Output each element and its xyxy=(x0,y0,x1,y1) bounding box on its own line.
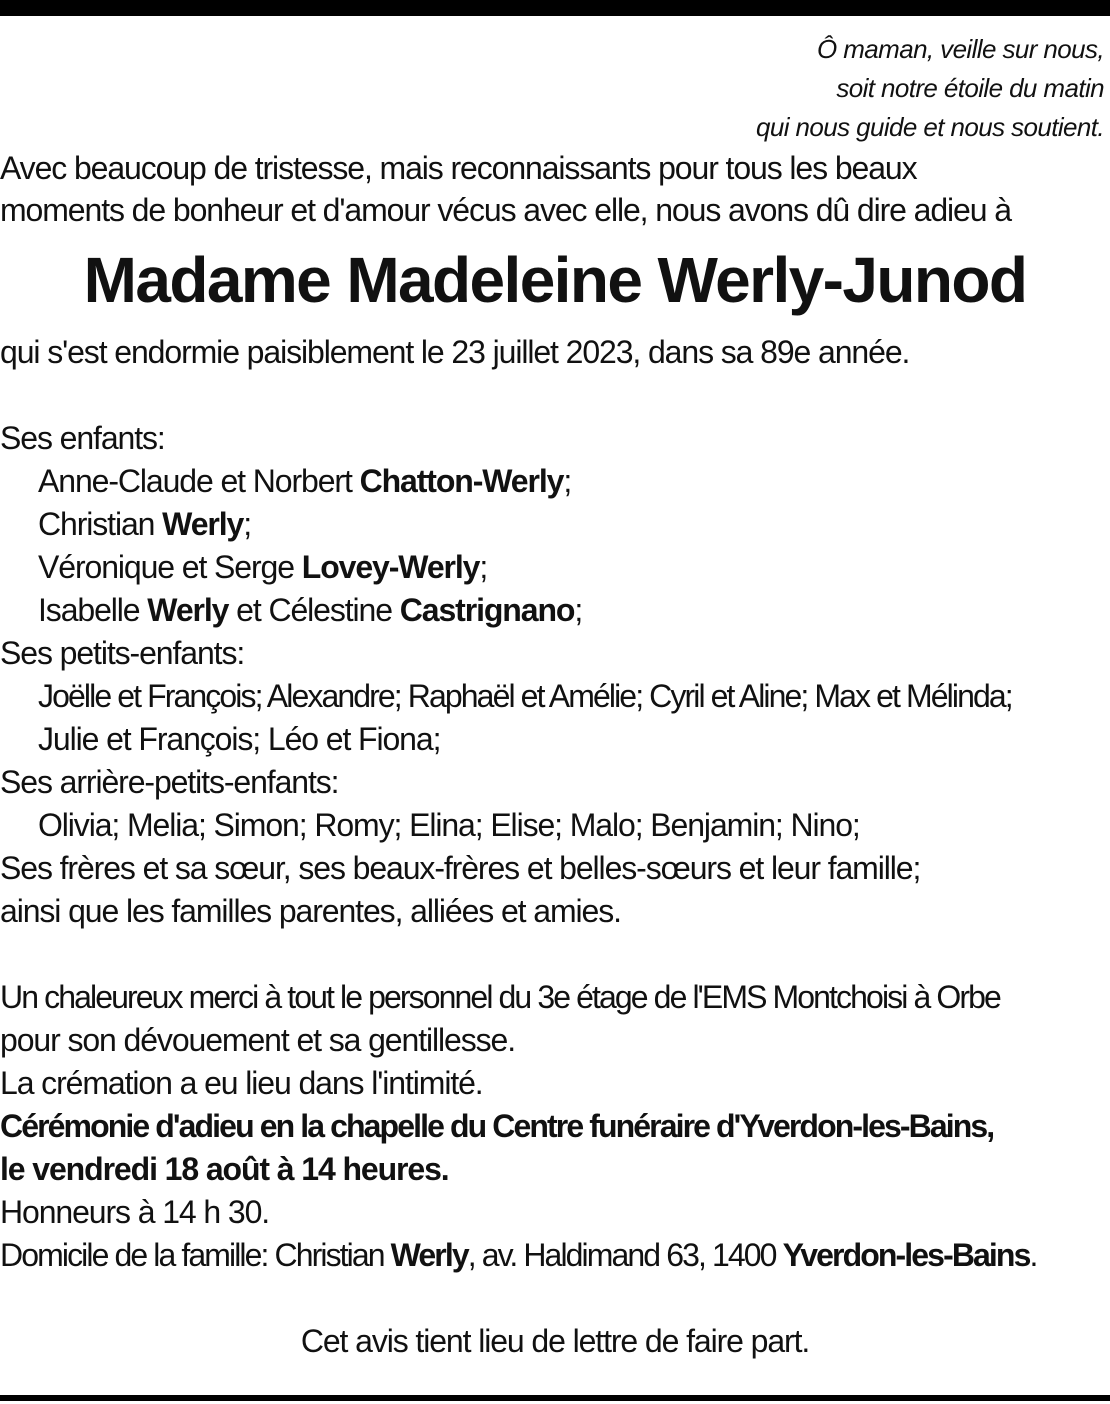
epigraph-line: Ô maman, veille sur nous, xyxy=(816,34,1104,64)
child-surname: Werly xyxy=(147,592,229,628)
ceremony-line: le vendredi 18 août à 14 heures. xyxy=(0,1151,449,1187)
thanks-line: pour son dévouement et sa gentillesse. xyxy=(0,1022,515,1058)
epigraph-line: qui nous guide et nous soutient. xyxy=(756,112,1104,142)
children-section xyxy=(0,417,1110,632)
family-line: Ses frères et sa sœur, ses beaux-frères et belles-sœurs et leur famille; xyxy=(0,850,921,886)
child-entry xyxy=(0,546,1110,589)
domicile-prefix: Domicile de la famille: Christian xyxy=(0,1237,391,1273)
ceremony-details xyxy=(0,1105,1110,1191)
closing-note: Cet avis tient lieu de lettre de faire part. xyxy=(300,1323,810,1359)
great-grandchildren-section xyxy=(0,761,1110,847)
punctuation: . xyxy=(1029,1237,1037,1273)
intro-line: Avec beaucoup de tristesse, mais reconnaissants pour tous les beaux xyxy=(0,150,917,186)
obituary-notice xyxy=(0,30,1110,1363)
family-section xyxy=(0,847,1110,933)
spacer xyxy=(0,1277,1110,1320)
children-heading: Ses enfants: xyxy=(0,420,165,456)
honours-time: Honneurs à 14 h 30. xyxy=(0,1194,270,1230)
epigraph-poem xyxy=(0,30,1110,147)
partner-surname: Castrignano xyxy=(399,592,575,628)
domicile-surname: Werly xyxy=(390,1237,468,1273)
grandchildren-line: Joëlle et François; Alexandre; Raphaël et Amélie; Cyril et Aline; Max et Mélinda; xyxy=(38,678,1012,714)
domicile-city: Yverdon-les-Bains xyxy=(782,1237,1030,1273)
child-given-names: Véronique et Serge xyxy=(38,549,302,585)
cremation-note: La crémation a eu lieu dans l'intimité. xyxy=(0,1065,483,1101)
intro-line: moments de bonheur et d'amour vécus avec elle, nous avons dû dire adieu à xyxy=(0,192,1011,228)
child-surname: Chatton-Werly xyxy=(359,463,564,499)
top-border-rule xyxy=(0,0,1110,16)
child-entry xyxy=(0,589,1110,632)
grandchildren-section xyxy=(0,632,1110,761)
epigraph-line: soit notre étoile du matin xyxy=(836,73,1104,103)
family-domicile xyxy=(0,1234,1110,1277)
partner-given-name: et Célestine xyxy=(228,592,400,628)
bottom-border-rule xyxy=(0,1395,1110,1401)
child-given-names: Isabelle xyxy=(38,592,148,628)
child-entry xyxy=(0,503,1110,546)
intro-paragraph xyxy=(0,147,1110,231)
punctuation: ; xyxy=(479,549,488,585)
grandchildren-line: Julie et François; Léo et Fiona; xyxy=(38,721,441,757)
thanks-section xyxy=(0,976,1110,1062)
punctuation: ; xyxy=(563,463,572,499)
spacer xyxy=(0,374,1110,417)
grandchildren-heading: Ses petits-enfants: xyxy=(0,635,245,671)
domicile-address: , av. Haldimand 63, 1400 xyxy=(467,1237,783,1273)
death-announcement: qui s'est endormie paisiblement le 23 juillet 2023, dans sa 89e année. xyxy=(0,334,910,370)
child-surname: Lovey-Werly xyxy=(301,549,480,585)
child-surname: Werly xyxy=(162,506,244,542)
family-line: ainsi que les familles parentes, alliées et amies. xyxy=(0,893,621,929)
child-given-names: Anne-Claude et Norbert xyxy=(38,463,360,499)
great-grandchildren-line: Olivia; Melia; Simon; Romy; Elina; Elise; Malo; Benjamin; Nino; xyxy=(38,807,860,843)
ceremony-line: Cérémonie d'adieu en la chapelle du Centre funéraire d'Yverdon-les-Bains, xyxy=(0,1108,994,1144)
punctuation: ; xyxy=(574,592,583,628)
thanks-line: Un chaleureux merci à tout le personnel du 3e étage de l'EMS Montchoisi à Orbe xyxy=(0,979,1000,1015)
great-grandchildren-heading: Ses arrière-petits-enfants: xyxy=(0,764,339,800)
child-given-names: Christian xyxy=(38,506,163,542)
spacer xyxy=(0,933,1110,976)
deceased-name: Madame Madeleine Werly-Junod xyxy=(83,244,1027,316)
child-entry xyxy=(0,460,1110,503)
punctuation: ; xyxy=(243,506,252,542)
